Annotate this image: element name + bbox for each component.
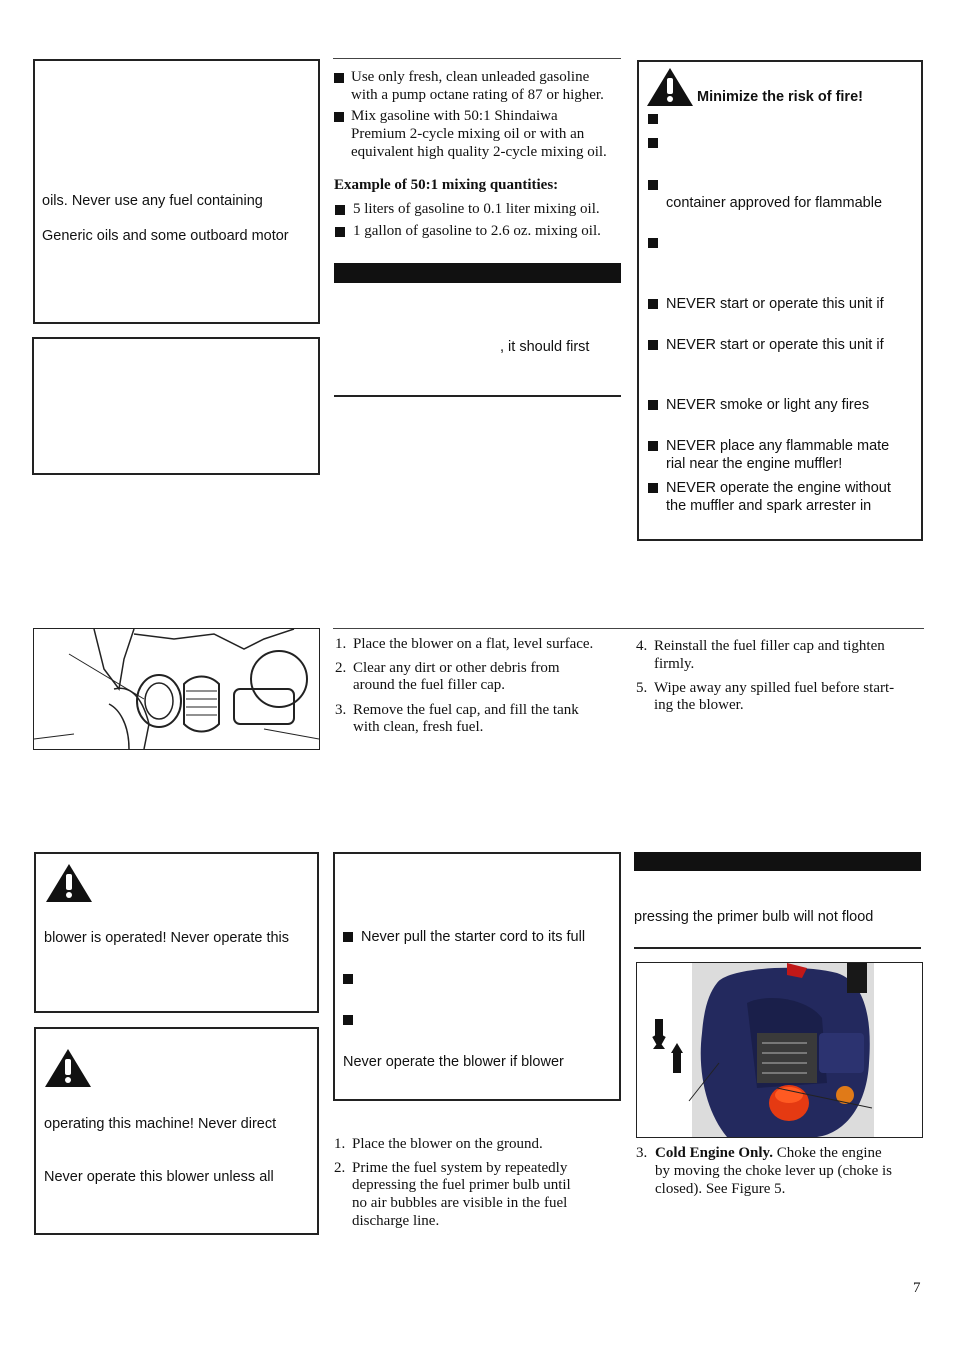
step-number: 2. (335, 660, 347, 676)
fill-section-rule (333, 628, 924, 629)
fill-step-4-line-1: Reinstall the fuel filler cap and tighten (654, 638, 885, 654)
step-number: 1. (334, 1136, 346, 1152)
fuel-bullet-2-line-3: equivalent high quality 2-cycle mixing oil. (351, 144, 607, 160)
section-heading-bar (334, 263, 621, 283)
step-number: 1. (335, 636, 347, 652)
fill-step-5-line-1: Wipe away any spilled fuel before start- (654, 680, 895, 696)
primer-line: pressing the primer bulb will not flood (634, 909, 874, 925)
start-step-2-line-4: discharge line. (352, 1213, 440, 1229)
bullet (343, 932, 353, 942)
fuel-note-box (32, 337, 320, 475)
fuel-cap-figure (33, 628, 320, 750)
col2-top-rule (333, 58, 621, 59)
start-step-1: Place the blower on the ground. (352, 1136, 543, 1152)
step-number: 2. (334, 1160, 346, 1176)
bullet (648, 340, 658, 350)
example-item-1: 5 liters of gasoline to 0.1 liter mixing oil. (353, 201, 600, 217)
fill-step-2-line-1: Clear any dirt or other debris from (353, 660, 560, 676)
page-number: 7 (913, 1280, 921, 1296)
step-number: 3. (636, 1145, 648, 1161)
fire-smoke: NEVER smoke or light any fires (666, 397, 870, 413)
bullet (648, 299, 658, 309)
fill-step-4-line-2: firmly. (654, 656, 695, 672)
fire-never-1: NEVER start or operate this unit if (666, 296, 884, 312)
section-rule (334, 395, 621, 397)
fill-step-2-line-2: around the fuel filler cap. (353, 677, 506, 693)
section-heading-bar (634, 852, 921, 871)
bullet (648, 138, 658, 148)
example-item-2: 1 gallon of gasoline to 2.6 oz. mixing oil. (353, 223, 601, 239)
fire-place-1: NEVER place any flammable mate (666, 438, 890, 454)
fill-step-1: Place the blower on a flat, level surface. (353, 636, 594, 652)
step-3-bold: Cold Engine Only. (655, 1145, 773, 1161)
bullet (334, 112, 344, 122)
step-number: 5. (636, 680, 648, 696)
mixed-fuel-line: , it should first (500, 339, 590, 355)
fire-muffler-1: NEVER operate the engine without (666, 480, 891, 496)
bullet (648, 483, 658, 493)
start-step-2-line-2: depressing the fuel primer bulb until (352, 1177, 571, 1193)
choke-figure (636, 962, 923, 1138)
fire-title: Minimize the risk of fire! (697, 89, 863, 105)
start-step-2-line-3: no air bubbles are visible in the fuel (352, 1195, 568, 1211)
bullet (334, 73, 344, 83)
fill-step-3-line-1: Remove the fuel cap, and fill the tank (353, 702, 579, 718)
step-number: 3. (335, 702, 347, 718)
bullet (343, 1015, 353, 1025)
step-number: 4. (636, 638, 648, 654)
bullet (335, 205, 345, 215)
bullet (648, 441, 658, 451)
bullet (648, 238, 658, 248)
warning-icon (645, 66, 695, 108)
step-3-rest: Choke the engine (772, 1145, 882, 1161)
choke-photo (637, 963, 922, 1137)
warning-2-line-1: operating this machine! Never direct (44, 1116, 277, 1132)
fuel-bullet-2-line-2: Premium 2-cycle mixing oil or with an (351, 126, 585, 142)
step-3-line-1 (655, 1145, 882, 1163)
fire-muffler-2: the muffler and spark arrester in (666, 498, 872, 514)
starter-item-2: Never operate the blower if blower (343, 1054, 564, 1070)
fuel-bullet-1-line-1: Use only fresh, clean unleaded gasoline (351, 69, 590, 85)
fill-step-5-line-2: ing the blower. (654, 697, 744, 713)
oil-line-1: oils. Never use any fuel containing (42, 193, 263, 209)
bullet (648, 400, 658, 410)
starter-item-1: Never pull the starter cord to its full (361, 929, 586, 945)
fuel-cap-illustration (34, 629, 319, 749)
fire-never-2: NEVER start or operate this unit if (666, 337, 884, 353)
bullet (335, 227, 345, 237)
oil-line-2: Generic oils and some outboard motor (42, 228, 289, 244)
warning-2-line-2: Never operate this blower unless all (44, 1169, 274, 1185)
step-3-line-3: closed). See Figure 5. (655, 1181, 786, 1197)
bullet (648, 114, 658, 124)
fire-place-2: rial near the engine muffler! (666, 456, 843, 472)
bullet (343, 974, 353, 984)
section-rule (634, 947, 921, 949)
fuel-bullet-2-line-1: Mix gasoline with 50:1 Shindaiwa (351, 108, 558, 124)
step-3-line-2: by moving the choke lever up (choke is (655, 1163, 893, 1179)
fuel-bullet-1-line-2: with a pump octane rating of 87 or higher. (351, 87, 604, 103)
fire-container-line: container approved for flammable (666, 195, 883, 211)
warning-1-line: blower is operated! Never operate this (44, 930, 290, 946)
bullet (648, 180, 658, 190)
fill-step-3-line-2: with clean, fresh fuel. (353, 719, 484, 735)
start-step-2-line-1: Prime the fuel system by repeatedly (352, 1160, 568, 1176)
warning-icon (44, 862, 94, 904)
warning-icon (43, 1047, 93, 1089)
example-heading: Example of 50:1 mixing quantities: (334, 177, 559, 193)
